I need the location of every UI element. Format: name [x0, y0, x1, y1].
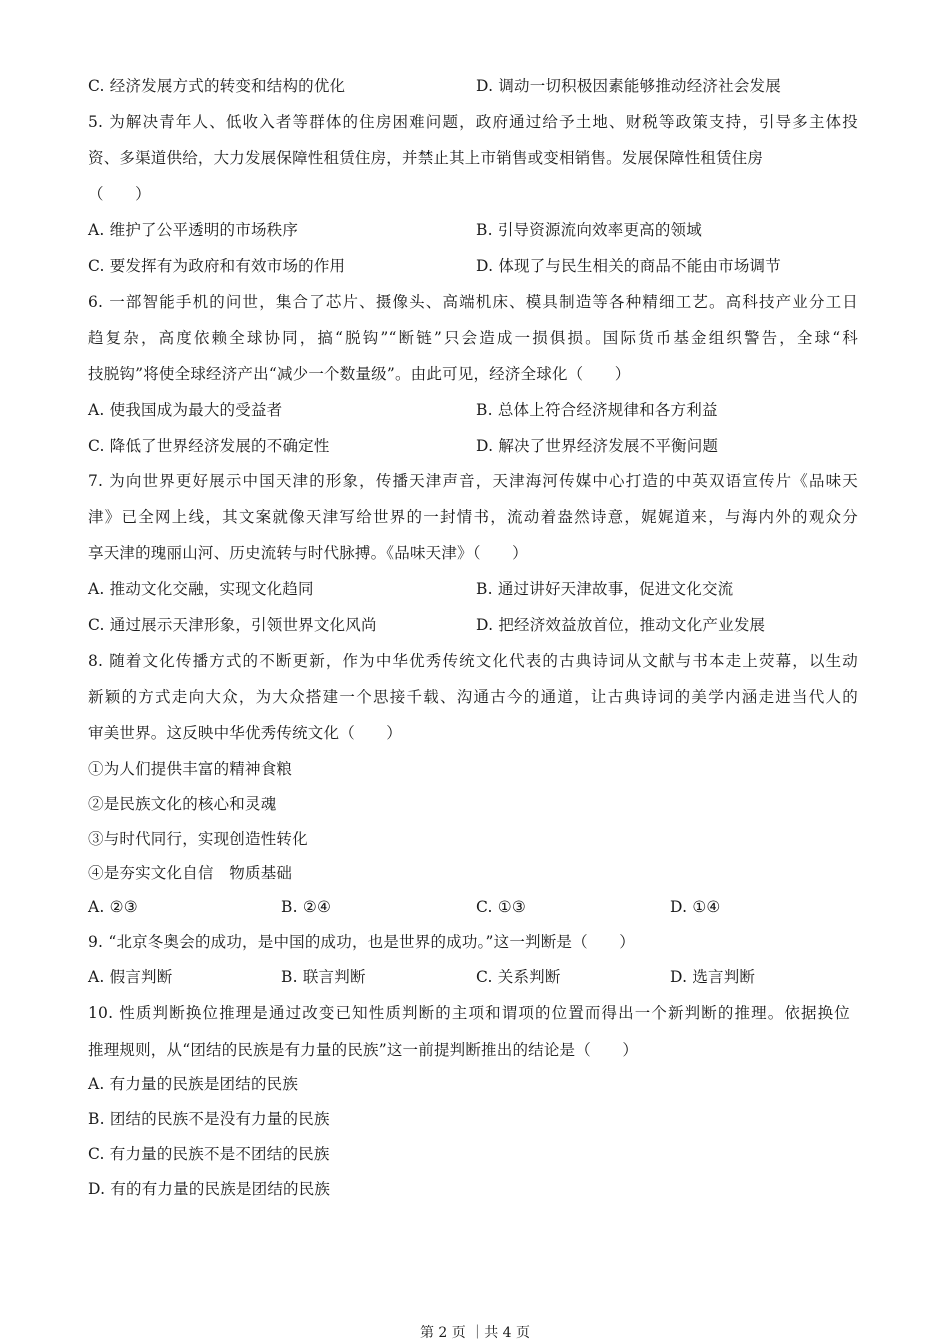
q9-option-d: D. 选言判断	[670, 968, 756, 986]
q6-stem-line-1: 6. 一部智能手机的问世，集合了芯片、摄像头、高端机床、模具制造等各种精细工艺。高科技产业分工日	[88, 293, 858, 311]
q5-option-b: B. 引导资源流向效率更高的领域	[476, 221, 702, 239]
q10-option-b: B. 团结的民族不是没有力量的民族	[88, 1110, 330, 1128]
page-number-footer: 第 2 页 ｜共 4 页	[419, 1325, 531, 1341]
q9-option-b: B. 联言判断	[281, 968, 366, 986]
q10-stem-line-1: 10. 性质判断换位推理是通过改变已知性质判断的主项和谓项的位置而得出一个新判断的推理。依据换位	[88, 1004, 850, 1022]
q8-option-b: B. ②④	[281, 898, 332, 916]
q4-option-c: C. 经济发展方式的转变和结构的优化	[88, 77, 346, 95]
q5-stem-line-2: 资、多渠道供给，大力发展保障性租赁住房，并禁止其上市销售或变相销售。发展保障性租赁住房	[88, 149, 764, 167]
q8-option-d: D. ①④	[670, 898, 721, 916]
q8-item-1: ①为人们提供丰富的精神食粮	[88, 760, 293, 778]
q9-stem-line-1: 9. “北京冬奥会的成功，是中国的成功，也是世界的成功。”这一判断是（ ）	[88, 933, 635, 951]
q6-option-d: D. 解决了世界经济发展不平衡问题	[476, 437, 719, 455]
q8-item-2: ②是民族文化的核心和灵魂	[88, 795, 277, 813]
q8-option-a: A. ②③	[88, 898, 138, 916]
q8-item-4: ④是夯实文化自信 物质基础	[88, 864, 293, 882]
q6-option-a: A. 使我国成为最大的受益者	[88, 401, 283, 419]
q4-option-d: D. 调动一切积极因素能够推动经济社会发展	[476, 77, 781, 95]
q9-option-c: C. 关系判断	[476, 968, 561, 986]
q10-option-c: C. 有力量的民族不是不团结的民族	[88, 1145, 330, 1163]
q6-stem-line-2: 趋复杂，高度依赖全球协同，搞“脱钩”“断链”只会造成一损俱损。国际货币基金组织警告，全球“科	[88, 329, 858, 347]
q7-stem-line-3: 享天津的瑰丽山河、历史流转与时代脉搏。《品味天津》（ ）	[88, 544, 528, 562]
q7-option-b: B. 通过讲好天津故事，促进文化交流	[476, 580, 734, 598]
q8-stem-line-2: 新颖的方式走向大众，为大众搭建一个思接千载、沟通古今的通道，让古典诗词的美学内涵走进当代人的	[88, 688, 858, 706]
q10-option-a: A. 有力量的民族是团结的民族	[88, 1075, 299, 1093]
q5-option-c: C. 要发挥有为政府和有效市场的作用	[88, 257, 346, 275]
q10-stem-line-2: 推理规则，从“团结的民族是有力量的民族”这一前提判断推出的结论是（ ）	[88, 1041, 639, 1059]
q7-stem-line-2: 津》已全网上线，其文案就像天津写给世界的一封情书，流动着盎然诗意，娓娓道来，与海内外的观众分	[88, 508, 858, 526]
q5-option-d: D. 体现了与民生相关的商品不能由市场调节	[476, 257, 781, 275]
q7-option-d: D. 把经济效益放首位，推动文化产业发展	[476, 616, 766, 634]
q8-stem-line-3: 审美世界。这反映中华优秀传统文化（ ）	[88, 724, 403, 742]
q6-option-b: B. 总体上符合经济规律和各方利益	[476, 401, 718, 419]
q7-option-a: A. 推动文化交融，实现文化趋同	[88, 580, 314, 598]
q7-stem-line-1: 7. 为向世界更好展示中国天津的形象，传播天津声音，天津海河传媒中心打造的中英双语宣传片《品味天	[88, 472, 858, 490]
q6-stem-line-3: 技脱钩”将使全球经济产出“减少一个数量级”。由此可见，经济全球化（ ）	[88, 365, 631, 383]
q10-option-d: D. 有的有力量的民族是团结的民族	[88, 1180, 331, 1198]
q5-option-a: A. 维护了公平透明的市场秩序	[88, 221, 299, 239]
q5-stem-line-3: （ ）	[88, 185, 151, 203]
q6-option-c: C. 降低了世界经济发展的不确定性	[88, 437, 330, 455]
q8-stem-line-1: 8. 随着文化传播方式的不断更新，作为中华优秀传统文化代表的古典诗词从文献与书本走上荧幕，以生动	[88, 652, 858, 670]
q5-stem-line-1: 5. 为解决青年人、低收入者等群体的住房困难问题，政府通过给予土地、财税等政策支持，引导多主体投	[88, 113, 858, 131]
q8-option-c: C. ①③	[476, 898, 526, 916]
q9-option-a: A. 假言判断	[88, 968, 173, 986]
q8-item-3: ③与时代同行，实现创造性转化	[88, 830, 308, 848]
q7-option-c: C. 通过展示天津形象，引领世界文化风尚	[88, 616, 377, 634]
